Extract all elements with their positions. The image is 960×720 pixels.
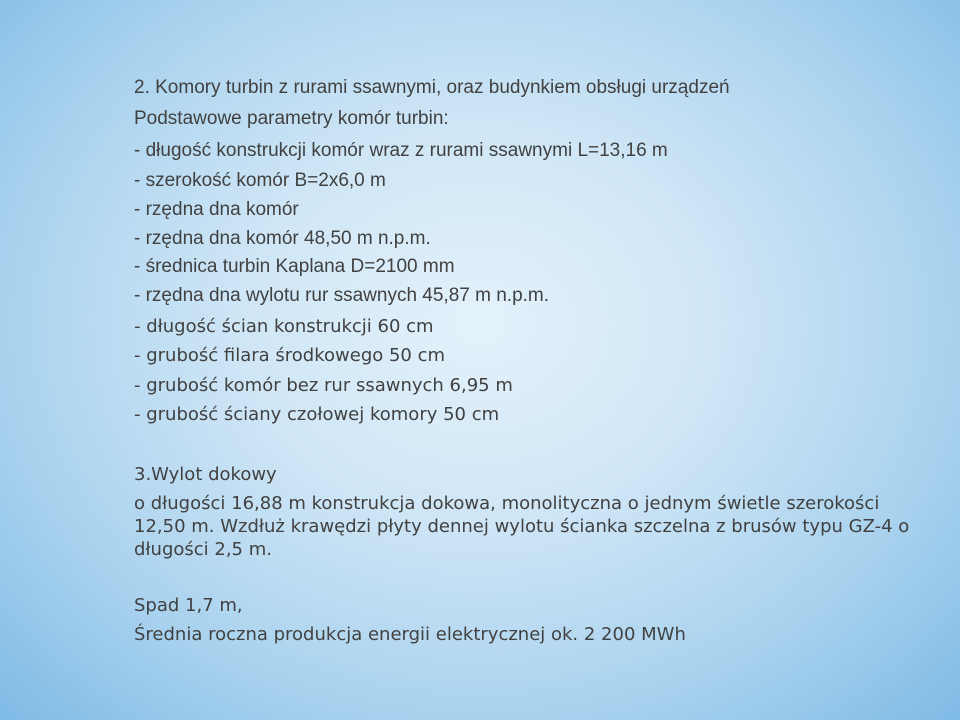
param-item: - długość ścian konstrukcji 60 cm: [134, 316, 434, 337]
param-item: - rzędna dna komór: [134, 199, 299, 220]
param-item: - grubość ściany czołowej komory 50 cm: [134, 404, 500, 425]
section-2-subtitle: Podstawowe parametry komór turbin:: [134, 108, 449, 129]
production-text: Średnia roczna produkcja energii elektrycznej ok. 2 200 MWh: [134, 624, 686, 645]
param-item: - grubość komór bez rur ssawnych 6,95 m: [134, 375, 513, 396]
param-item: - długość konstrukcji komór wraz z rurami ssawnymi L=13,16 m: [134, 140, 668, 161]
param-item: - grubość filara środkowego 50 cm: [134, 345, 446, 366]
param-item: - rzędna dna wylotu rur ssawnych 45,87 m n.p.m.: [134, 285, 550, 306]
section-3-title: 3.Wylot dokowy: [134, 464, 277, 485]
param-item: - rzędna dna komór 48,50 m n.p.m.: [134, 228, 431, 249]
section-3-paragraph: o długości 16,88 m konstrukcja dokowa, monolityczna o jednym świetle szerokości 12,50 m. Wzdłuż krawędzi płyty dennej wylotu ścianka szczelna z brusów typu GZ-4 o długości 2,5 m.: [134, 493, 910, 560]
param-item: - średnica turbin Kaplana D=2100 mm: [134, 256, 455, 277]
param-item: - szerokość komór B=2x6,0 m: [134, 170, 386, 191]
spad-text: Spad 1,7 m,: [134, 595, 243, 616]
section-2-title: 2. Komory turbin z rurami ssawnymi, oraz budynkiem obsługi urządzeń: [134, 77, 730, 98]
